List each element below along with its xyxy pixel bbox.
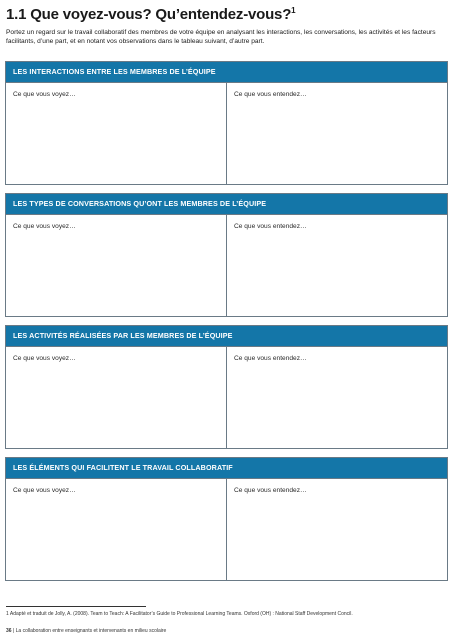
observation-tables (5, 61, 448, 589)
section-heading: LES ACTIVITÉS RÉALISÉES PAR LES MEMBRES DE L’ÉQUIPE (6, 326, 447, 346)
section-interactions (5, 61, 448, 185)
footer-separator: | (12, 628, 15, 634)
see-cell[interactable] (6, 347, 226, 448)
intro-paragraph: Portez un regard sur le travail collaboratif des membres de votre équipe en analysant les interactions, les conversations, les activités et les facteurs facilitants, d’une part, et en notant vos observations dans le tableau suivant, d’autre part. (6, 29, 436, 45)
section-heading: LES ÉLÉMENTS QUI FACILITENT LE TRAVAIL COLLABORATIF (6, 458, 447, 478)
section-cells (6, 346, 447, 448)
hear-label: Ce que vous entendez… (234, 223, 307, 230)
see-label: Ce que vous voyez… (13, 355, 76, 362)
section-heading: LES TYPES DE CONVERSATIONS QU’ONT LES MEMBRES DE L’ÉQUIPE (6, 194, 447, 214)
page-footer (6, 628, 166, 634)
see-label: Ce que vous voyez… (13, 487, 76, 494)
hear-cell[interactable] (226, 479, 447, 580)
see-cell[interactable] (6, 83, 226, 184)
section-activities (5, 325, 448, 449)
see-label: Ce que vous voyez… (13, 223, 76, 230)
footer-text: La collaboration entre enseignants et intervenants en milieu scolaire (15, 628, 167, 634)
see-label: Ce que vous voyez… (13, 91, 76, 98)
hear-label: Ce que vous entendez… (234, 355, 307, 362)
footnote-divider (6, 606, 146, 607)
footnote: 1 Adapté et traduit de Jolly, A. (2008). Team to Teach: A Facilitator’s Guide to Professional Learning Teams. Oxford (OH) : National Staff Development Concil. (6, 611, 353, 617)
section-cells (6, 478, 447, 580)
page-title-text: 1.1 Que voyez-vous? Qu’entendez-vous? (6, 6, 292, 23)
section-facilitators (5, 457, 448, 581)
hear-cell[interactable] (226, 83, 447, 184)
hear-label: Ce que vous entendez… (234, 487, 307, 494)
hear-cell[interactable] (226, 215, 447, 316)
page-title (6, 6, 295, 23)
see-cell[interactable] (6, 215, 226, 316)
page-number: 36 (6, 628, 12, 634)
section-cells (6, 82, 447, 184)
footnote-reference: 1 (291, 6, 296, 15)
section-heading: LES INTERACTIONS ENTRE LES MEMBRES DE L’ÉQUIPE (6, 62, 447, 82)
section-conversations (5, 193, 448, 317)
hear-cell[interactable] (226, 347, 447, 448)
section-cells (6, 214, 447, 316)
see-cell[interactable] (6, 479, 226, 580)
hear-label: Ce que vous entendez… (234, 91, 307, 98)
